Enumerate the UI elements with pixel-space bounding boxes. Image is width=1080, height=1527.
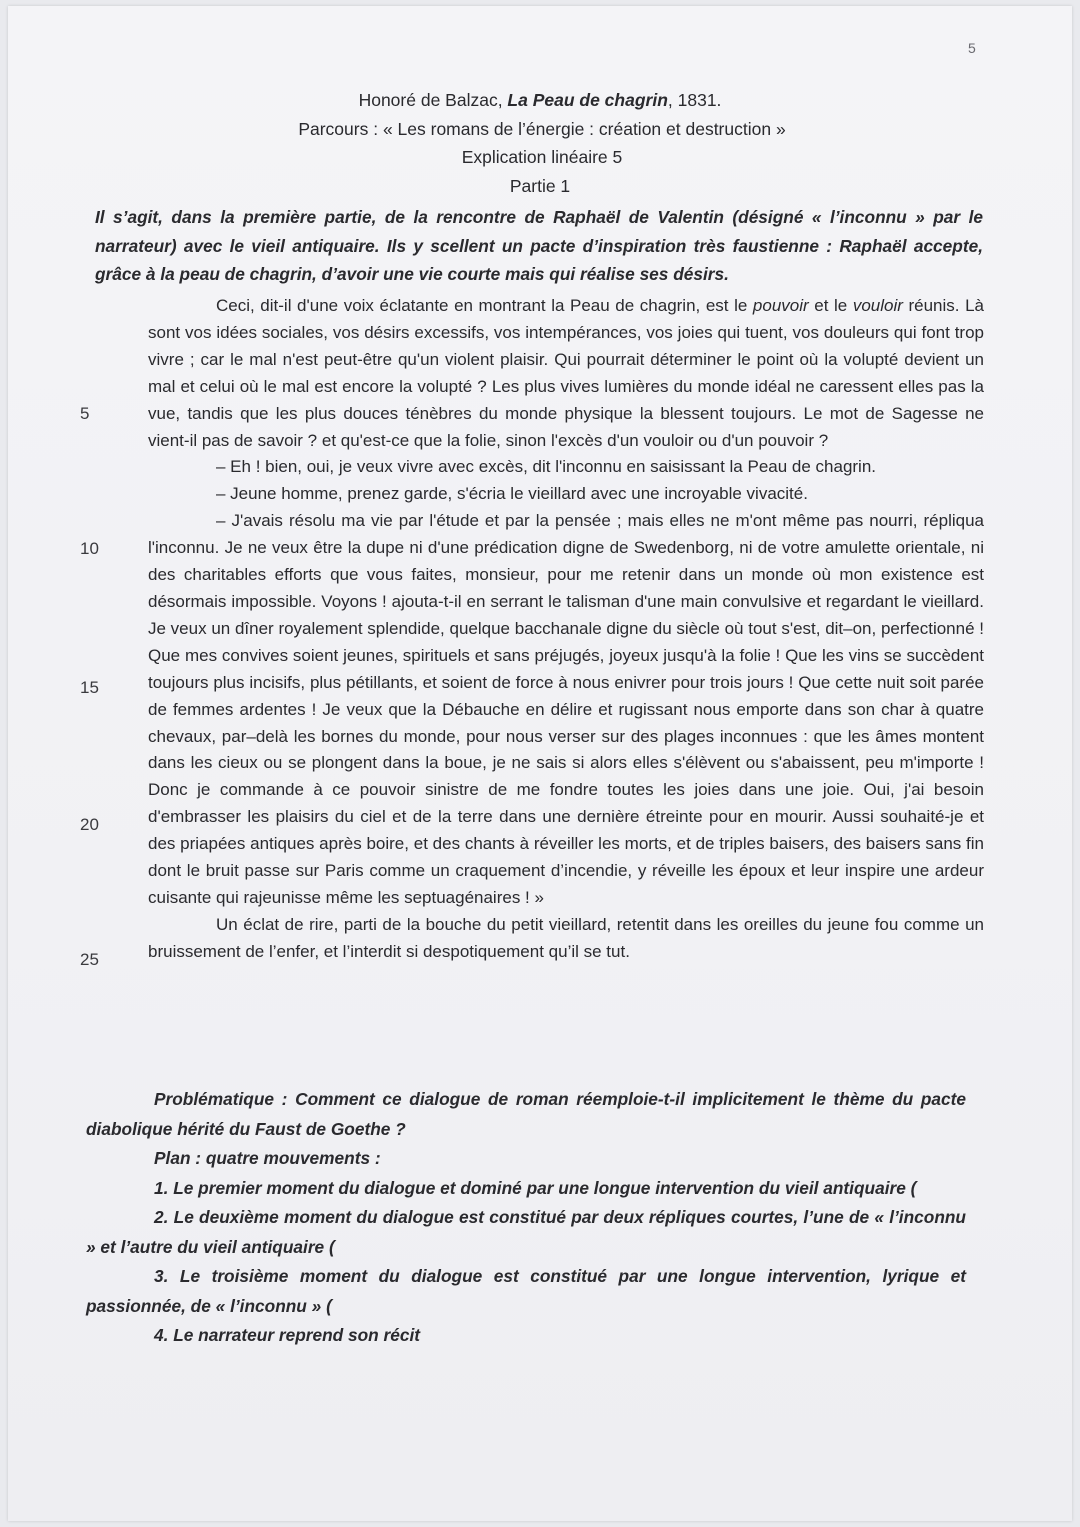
document-header	[0, 86, 1080, 200]
excerpt-paragraph: Un éclat de rire, parti de la bouche du petit vieillard, retentit dans les oreilles du jeune fou comme un bruissement de l’enfer, et l’interdit si despotiquement qu’il se tut.	[148, 914, 984, 961]
work-reference	[0, 86, 1080, 115]
parcours-title: Parcours : « Les romans de l’énergie : création et destruction »	[298, 118, 786, 139]
excerpt-paragraph: Ceci, dit-il d'une voix éclatante en montrant la Peau de chagrin, est le pouvoir et le vouloir réunis. Là sont vos idées sociales, vos désirs excessifs, vos intempérances, vos joies qui tuent, vos douleurs qui font trop vivre ; car le mal n'est peut-être qu'un violent plaisir. Qui pourrait déterminer le point où la volupté devient un mal et celui où le mal est encore la volupté ? Les plus vives lumières du monde idéal ne caressent elles pas la vue, tandis que les plus douces ténèbres du monde physique la blessent toujours. Le mot de Sagesse ne vient-il pas de savoir ? et qu'est-ce que la folie, sinon l'excès d'un vouloir ou d'un pouvoir ?	[148, 296, 984, 450]
emphasis-word: vouloir	[852, 296, 903, 315]
plan-title: Plan : quatre mouvements :	[154, 1148, 381, 1168]
line-number: 20	[80, 815, 99, 834]
emphasis-word: pouvoir	[752, 296, 809, 315]
line-number: 25	[80, 950, 99, 969]
part-title: Partie 1	[509, 175, 571, 196]
plan-item: 3. Le troisième moment du dialogue est constitué par une longue intervention, lyrique et passionnée, de « l’inconnu » (	[86, 1266, 966, 1316]
line-number: 15	[80, 678, 99, 697]
work-year: , 1831.	[667, 90, 722, 110]
line-number: 5	[80, 404, 90, 423]
explication-title: Explication linéaire 5	[461, 147, 623, 167]
plan-item: 4. Le narrateur reprend son récit	[154, 1325, 421, 1345]
line-number: 10	[80, 539, 99, 558]
excerpt-text	[148, 293, 984, 966]
intro-paragraph: Il s’agit, dans la première partie, de la rencontre de Raphaël de Valentin (désigné « l’inconnu » par le narrateur) avec le vieil antiquaire. Ils y scellent un pacte d’inspiration très faustienne : Raphaël accepte, grâce à la peau de chagrin, d’avoir une vie courte mais qui réalise ses désirs.	[95, 207, 983, 284]
page-number: 5	[968, 40, 976, 56]
excerpt-paragraph: – J'avais résolu ma vie par l'étude et par la pensée ; mais elles ne m'ont même pas nourri, répliqua l'inconnu. Je ne veux être la dupe ni d'une prédication digne de Swedenborg, ni de votre amulette orientale, ni des charitables efforts que vous faites, monsieur, pour me retenir dans un monde où mon existence est désormais impossible. Voyons ! ajouta-t-il en serrant le talisman d'une main convulsive et regardant le vieillard. Je veux un dîner royalement splendide, quelque bacchanale digne du siècle où tout s'est, dit–on, perfectionné ! Que mes convives soient jeunes, spirituels et sans préjugés, joyeux jusqu'à la folie ! Que les vins se succèdent toujours plus incisifs, plus pétillants, et soient de force à nous enivrer pour trois jours ! Que cette nuit soit parée de femmes ardentes ! Je veux que la Débauche en délire et rugissant nous emporte dans son char à quatre chevaux, par–delà les bornes du monde, pour nous verser sur des plages inconnues : que les âmes montent dans les cieux ou se plongent dans la boue, je ne sais si alors elles s'élèvent ou s'abaissent, peu m'importe ! Donc je commande à ce pouvoir sinistre de me fondre toutes les joies dans une joie. Oui, j'ai besoin d'embrasser les plaisirs du ciel et de la terre dans une dernière étreinte pour en mourir. Aussi souhaité-je et des priapées antiques après boire, et des chants à réveiller les morts, et de triples baisers, des baisers sans fin dont le bruit passe sur Paris comme un craquement d’incendie, y réveille les époux et leur inspire une ardeur cuisante qui rajeunisse même les septuagénaires ! »	[148, 511, 984, 907]
analysis-section	[86, 1085, 966, 1351]
problematique: Problématique : Comment ce dialogue de roman réemploie-t-il implicitement le thème du pacte diabolique hérité du Faust de Goethe ?	[86, 1089, 966, 1139]
excerpt-paragraph: – Eh ! bien, oui, je veux vivre avec excès, dit l'inconnu en saisissant la Peau de chagrin.	[216, 457, 877, 477]
excerpt-paragraph: – Jeune homme, prenez garde, s'écria le vieillard avec une incroyable vivacité.	[216, 484, 808, 504]
work-title: La Peau de chagrin	[507, 90, 668, 110]
plan-item: 2. Le deuxième moment du dialogue est constitué par deux répliques courtes, l’une de « l’inconnu » et l’autre du vieil antiquaire (	[86, 1207, 966, 1257]
author-name: Honoré de Balzac,	[358, 90, 508, 110]
plan-item: 1. Le premier moment du dialogue et dominé par une longue intervention du vieil antiquaire (	[154, 1177, 917, 1198]
